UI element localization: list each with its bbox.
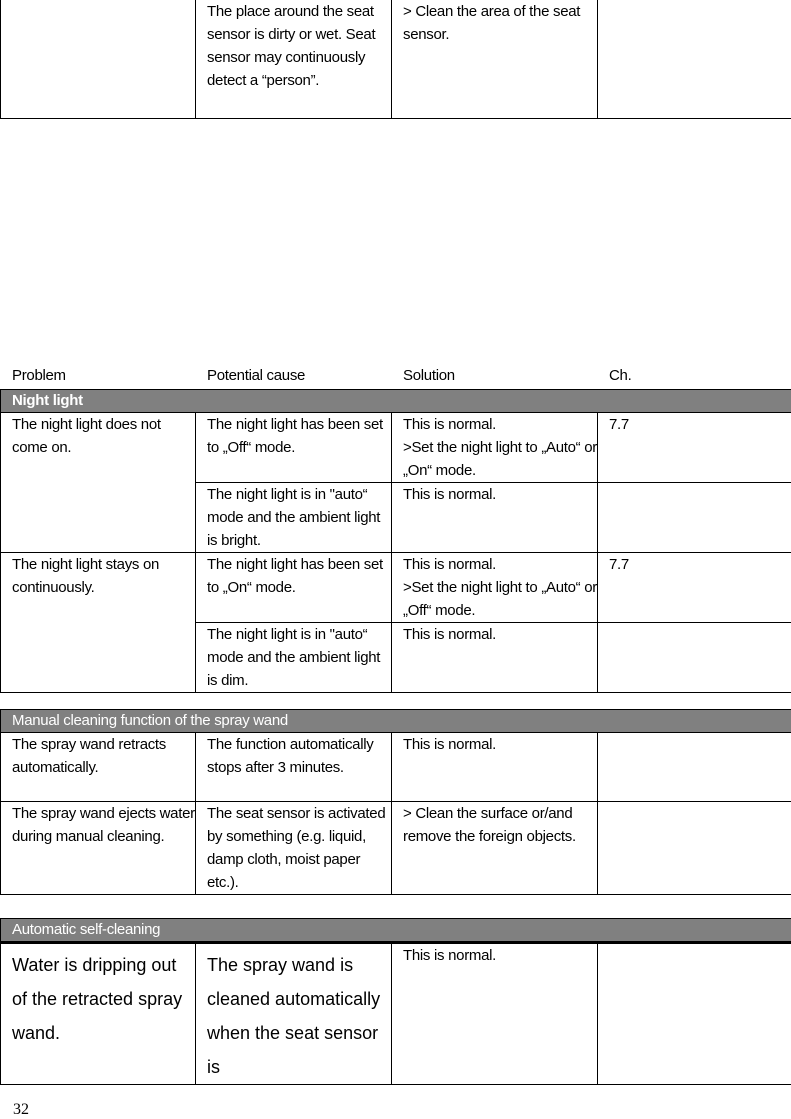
- problem-cell: Water is dripping out of the retracted spray wand.: [1, 943, 196, 1085]
- cause-cell: The function automatically stops after 3 minutes.: [196, 733, 392, 802]
- section-title-manual-cleaning: Manual cleaning function of the spray wand: [1, 710, 791, 733]
- problem-cell: The spray wand ejects water during manual cleaning.: [1, 802, 196, 895]
- chapter-cell: [598, 943, 791, 1085]
- manual-cleaning-table: [0, 709, 791, 895]
- problem-cell: The night light stays on continuously.: [1, 553, 196, 693]
- solution-cell: This is normal.: [392, 943, 598, 1085]
- self-cleaning-table: [0, 918, 791, 1085]
- cause-cell: The seat sensor is activated by something (e.g. liquid, damp cloth, moist paper etc.).: [196, 802, 392, 895]
- section-title-self-cleaning: Automatic self-cleaning: [1, 919, 791, 943]
- cause-cell: The night light is in "auto“ mode and the ambient light is dim.: [196, 623, 392, 693]
- cause-cell: The spray wand is cleaned automatically when the seat sensor is: [196, 943, 392, 1085]
- solution-cell: > Clean the area of the seat sensor.: [392, 0, 598, 119]
- column-headers: [0, 365, 791, 389]
- page-number: 32: [13, 1101, 29, 1119]
- top-table: [0, 0, 791, 119]
- header-solution: Solution: [403, 365, 455, 387]
- solution-cell: This is normal. >Set the night light to „Auto“ or „Off“ mode.: [392, 553, 598, 623]
- problem-cell: [1, 0, 196, 119]
- chapter-cell: 7.7: [598, 553, 791, 623]
- problem-cell: The night light does not come on.: [1, 413, 196, 553]
- header-problem: Problem: [12, 365, 66, 387]
- problem-cell: The spray wand retracts automatically.: [1, 733, 196, 802]
- chapter-cell: [598, 483, 791, 553]
- solution-cell: > Clean the surface or/and remove the foreign objects.: [392, 802, 598, 895]
- header-chapter: Ch.: [609, 365, 631, 387]
- header-cause: Potential cause: [207, 365, 305, 387]
- chapter-cell: [598, 802, 791, 895]
- chapter-cell: [598, 623, 791, 693]
- cause-cell: The place around the seat sensor is dirty or wet. Seat sensor may continuously detect a “person”.: [196, 0, 392, 119]
- cause-cell: The night light has been set to „On“ mode.: [196, 553, 392, 623]
- night-light-table: [0, 389, 791, 693]
- solution-cell: This is normal. >Set the night light to „Auto“ or „On“ mode.: [392, 413, 598, 483]
- section-title-night-light: Night light: [1, 390, 791, 413]
- cause-cell: The night light is in "auto“ mode and the ambient light is bright.: [196, 483, 392, 553]
- chapter-cell: [598, 0, 791, 119]
- chapter-cell: 7.7: [598, 413, 791, 483]
- solution-cell: This is normal.: [392, 483, 598, 553]
- solution-cell: This is normal.: [392, 733, 598, 802]
- cause-cell: The night light has been set to „Off“ mode.: [196, 413, 392, 483]
- solution-cell: This is normal.: [392, 623, 598, 693]
- chapter-cell: [598, 733, 791, 802]
